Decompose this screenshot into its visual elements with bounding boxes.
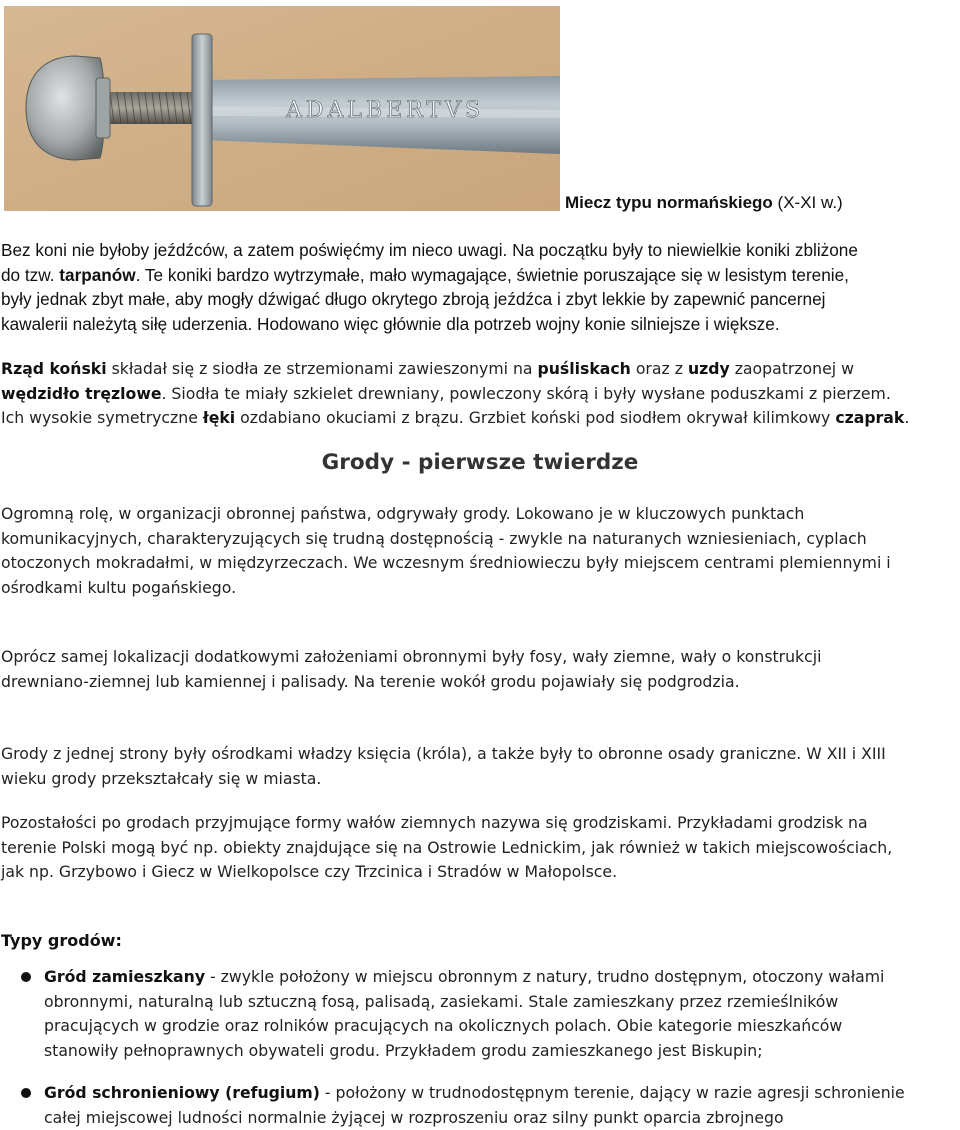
list-line: całej miejscowej ludności normalnie żyjącej w rozproszeniu oraz silny punkt oparcia zbrojnego — [44, 1107, 784, 1127]
tack-line: Ich wysokie symetryczne łęki ozdabiano okuciami z brązu. Grzbiet koński pod siodłem okrywał kilimkowy czaprak. — [1, 408, 910, 427]
bullet-icon — [21, 972, 31, 982]
text-line: terenie Polski mogą być np. obiekty znajdujące się na Ostrowie Lednickim, jak również w takich miejscowościach, — [1, 837, 893, 857]
text-line: komunikacyjnych, charakteryzujących się trudną dostępnością - zwykle na naturanych wzniesieniach, cyplach — [1, 528, 867, 548]
text-line: jak np. Grzybowo i Giecz w Wielkopolsce czy Trzcinica i Stradów w Małopolsce. — [1, 862, 618, 881]
intro-line: do tzw. tarpanów. Te koniki bardzo wytrzymałe, mało wymagające, świetnie poruszające się w lesistym terenie, — [1, 264, 849, 285]
intro-paragraph — [1, 238, 959, 336]
types-heading: Typy grodów: — [1, 931, 122, 950]
sword-image — [4, 6, 560, 211]
grody-paragraph-3 — [1, 742, 959, 791]
text-line: otoczonych mokradałmi, w międzyrzeczach. We wczesnym średniowieczu były miejscem centrami plemiennymi i — [1, 553, 891, 572]
intro-line: kawalerii należytą siłę uderzenia. Hodowano więc głównie dla potrzeb wojny konie silniejsze i większe. — [1, 313, 780, 334]
grody-paragraph-1 — [1, 502, 959, 600]
text-line: wieku grody przekształcały się w miasta. — [1, 768, 322, 788]
list-line: pracujących w grodzie oraz rolników pracujących na okolicznych polach. Obie kategorie mieszkańców — [44, 1016, 843, 1035]
tack-paragraph — [1, 357, 959, 431]
text-line: Oprócz samej lokalizacji dodatkowymi założeniami obronnymi były fosy, wały ziemne, wały o konstrukcji — [1, 647, 822, 666]
list-line: Gród schronieniowy (refugium) - położony w trudnodostępnym terenie, dający w razie agresji schronienie — [44, 1083, 905, 1102]
blade-inscription: ADALBERTVS — [286, 98, 485, 123]
intro-line: były jednak zbyt małe, aby mogły dźwigać długo okrytego zbroją jeźdźca i zbyt lekkie by zapewnić pancernej — [1, 289, 826, 309]
section-heading: Grody - pierwsze twierdze — [321, 450, 639, 475]
image-caption — [565, 193, 843, 213]
text-line: drewniano-ziemnej lub kamiennej i palisady. Na terenie wokół grodu pojawiały się podgrodzia. — [1, 671, 740, 691]
text-line: Ogromną rolę, w organizacji obronnej państwa, odgrywały grody. Lokowano je w kluczowych punktach — [1, 504, 805, 523]
list-item-name: Gród zamieszkany — [44, 967, 206, 986]
text-line: Pozostałości po grodach przyjmujące formy wałów ziemnych nazywa się grodziskami. Przykładami grodzisk na — [1, 813, 868, 832]
tack-line: Rząd koński składał się z siodła ze strzemionami zawieszonymi na puśliskach oraz z uzdy zaopatrzonej w — [1, 359, 854, 378]
caption-bold: Miecz typu normańskiego — [565, 193, 773, 212]
term-tarpan: tarpanów — [59, 264, 136, 285]
bullet-icon — [21, 1088, 31, 1098]
list-line: Gród zamieszkany - zwykle położony w miejscu obronnym z natury, trudno dostępnym, otoczony wałami — [44, 967, 885, 986]
text-line: ośrodkami kultu pogańskiego. — [1, 577, 237, 597]
list-line: stanowiły pełnoprawnych obywateli grodu. Przykładem grodu zamieszkanego jest Biskupin; — [44, 1040, 763, 1060]
text-line: Grody z jednej strony były ośrodkami władzy księcia (króla), a także były to obronne osady graniczne. W XII i XIII — [1, 744, 886, 763]
list-item — [44, 965, 954, 1063]
intro-line: Bez koni nie byłoby jeźdźców, a zatem poświęćmy im nieco uwagi. Na początku były to niewielkie koniki zbliżone — [1, 240, 858, 260]
list-item-name: Gród schronieniowy (refugium) — [44, 1083, 320, 1102]
list-line: obronnymi, naturalną lub sztuczną fosą, palisadą, zasiekami. Stale zamieszkany przez rzemieślników — [44, 991, 839, 1011]
caption-rest: (X-XI w.) — [772, 193, 843, 212]
list-item — [44, 1081, 954, 1130]
tack-line: wędzidło tręzlowe. Siodła te miały szkielet drewniany, powleczony skórą i były wysłane poduszkami z pierzem. — [1, 383, 891, 403]
grody-paragraph-4 — [1, 811, 959, 885]
grody-paragraph-2 — [1, 645, 959, 694]
